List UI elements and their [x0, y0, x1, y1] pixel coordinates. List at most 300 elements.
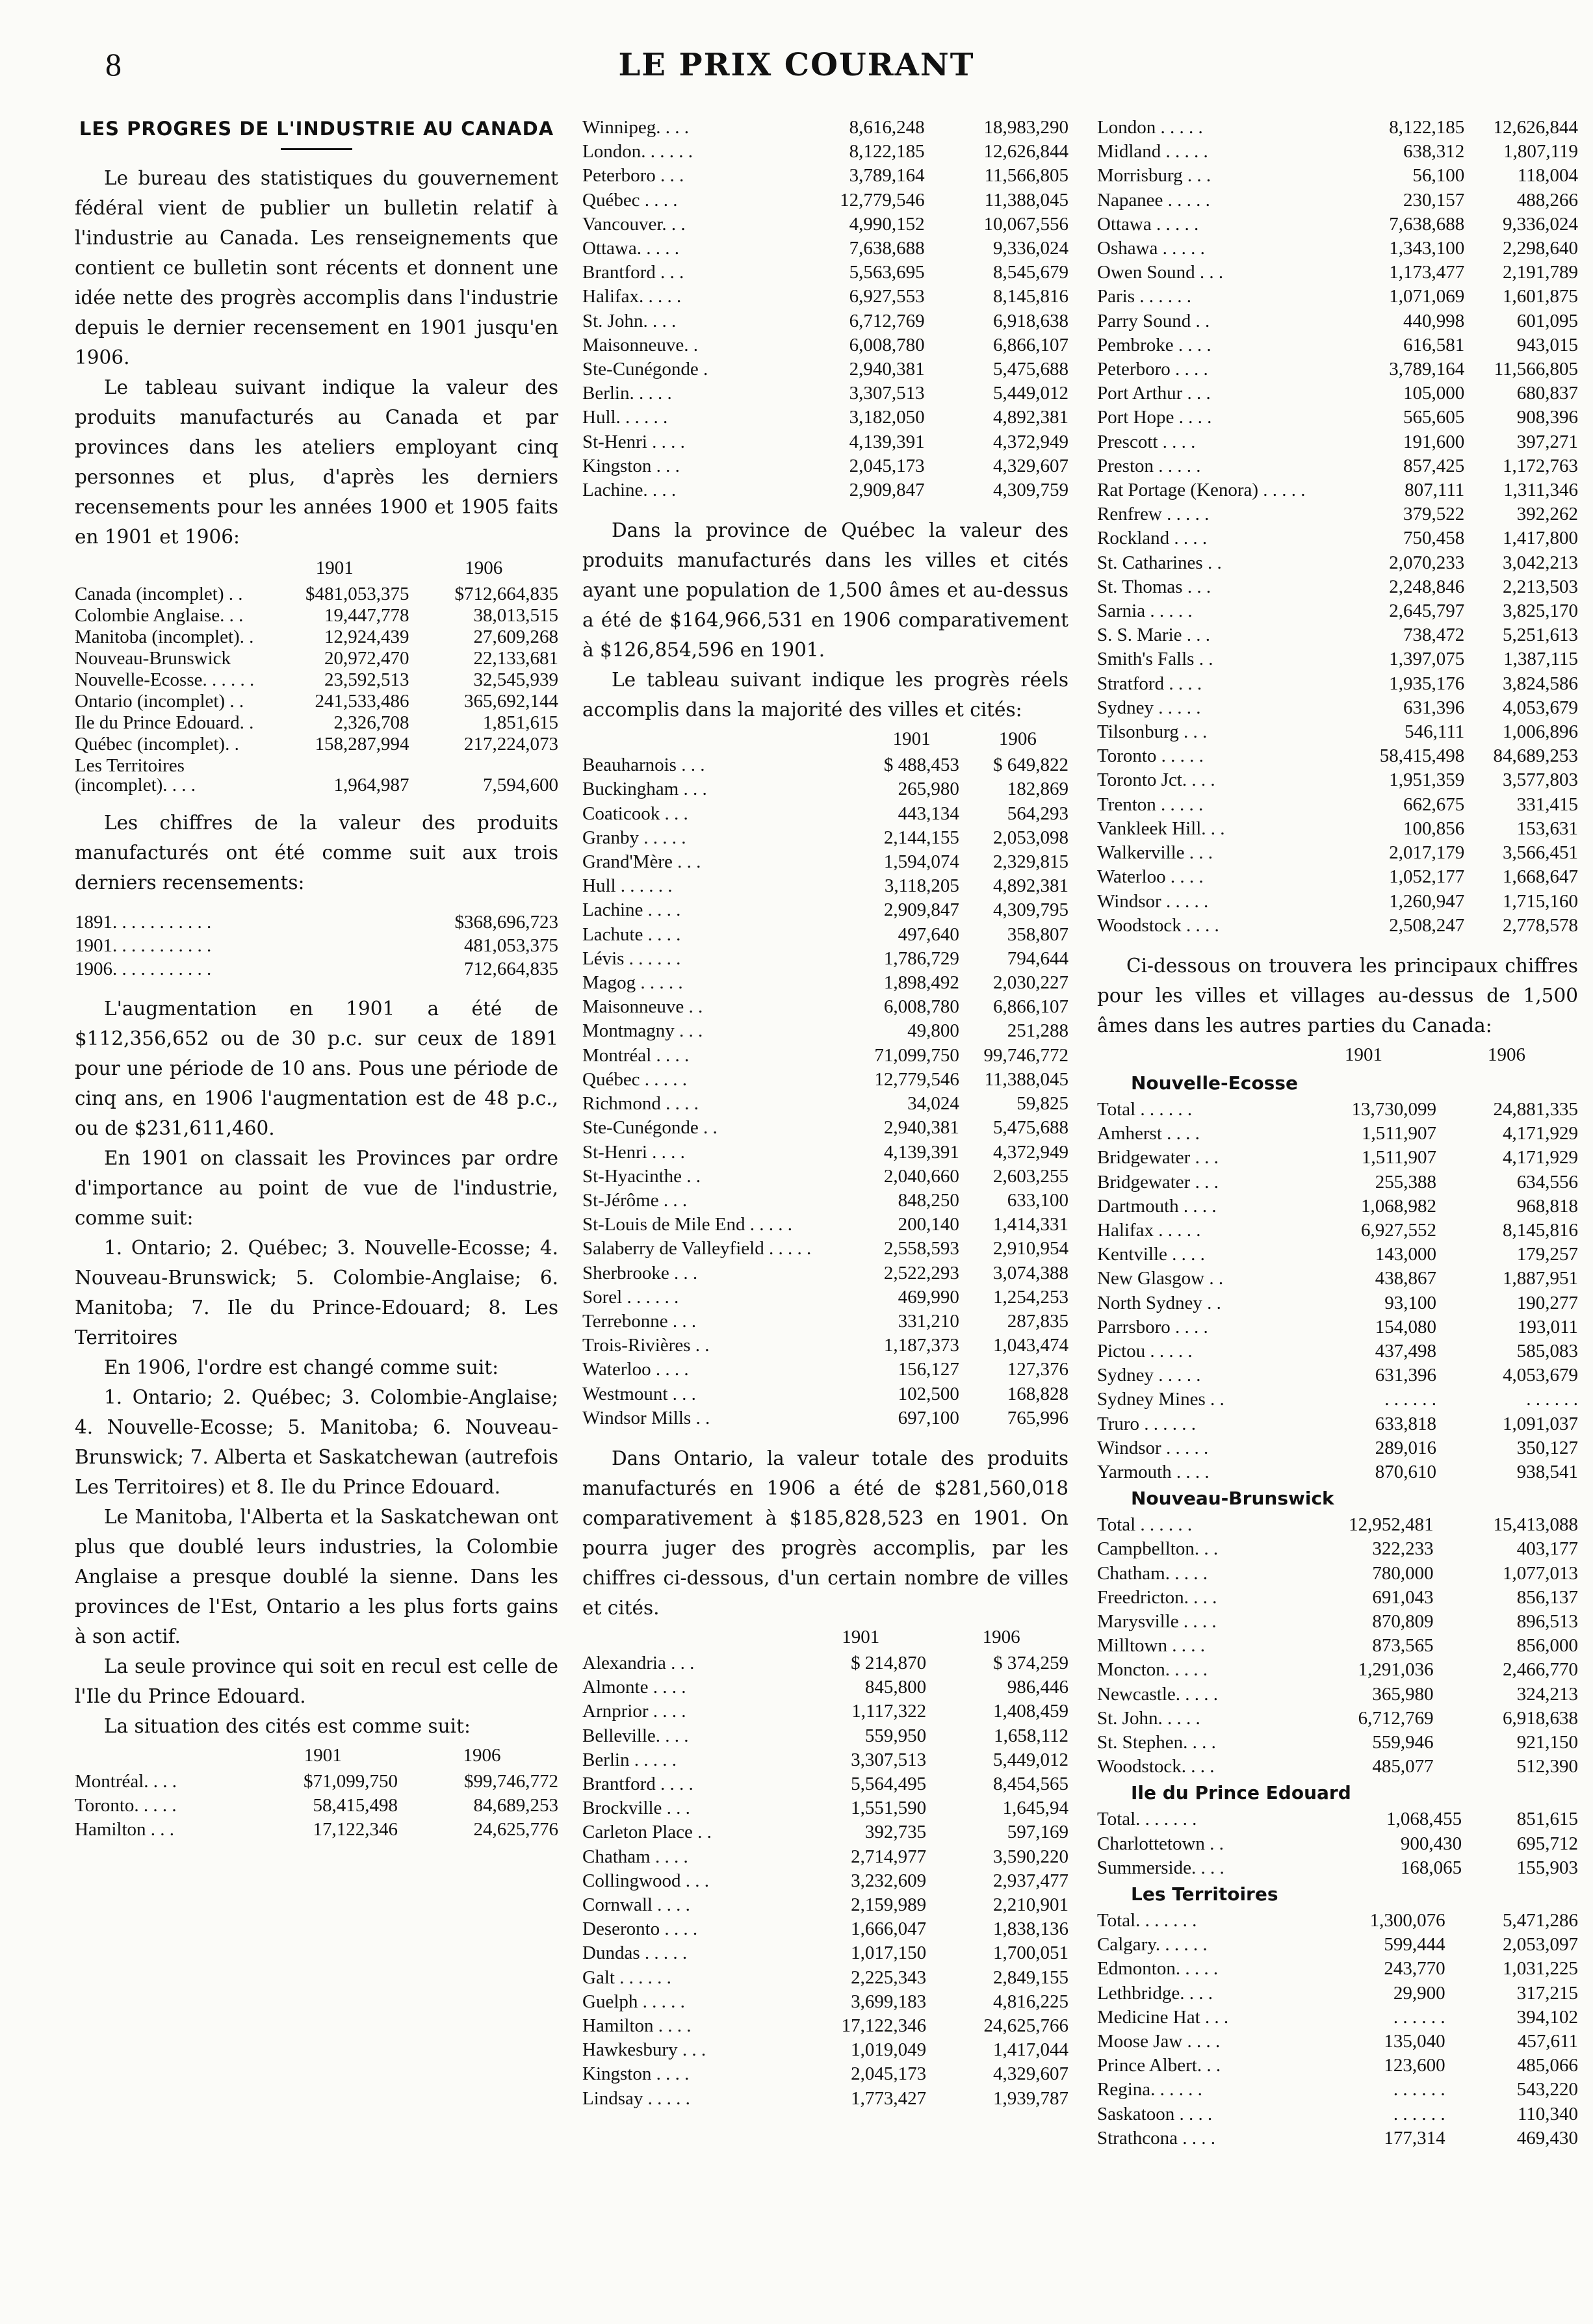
- row-label: Total. . . . . . .: [1097, 1910, 1197, 1931]
- row-label: Prince Albert. . .: [1097, 2055, 1221, 2076]
- value-1901: 100,856: [1403, 818, 1465, 839]
- row-label: Hawkesbury . . .: [582, 2039, 706, 2061]
- value-1901: 565,605: [1403, 407, 1465, 428]
- value-1901: 599,444: [1384, 1934, 1445, 1956]
- table-row: [582, 1966, 1068, 1990]
- value-1906: 3,590,220: [993, 1846, 1068, 1867]
- table-row: [1097, 914, 1578, 938]
- value-1906: 3,074,388: [993, 1262, 1068, 1284]
- row-label: Truro . . . . . .: [1097, 1413, 1197, 1434]
- row-label: Owen Sound . . .: [1097, 262, 1224, 283]
- row-label: Dartmouth . . . .: [1097, 1195, 1217, 1217]
- value-1906: 2,603,255: [993, 1165, 1068, 1187]
- table-row: [582, 874, 1068, 898]
- value-1906: 488,266: [1516, 189, 1578, 211]
- row-label: Vancouver. . .: [582, 213, 686, 235]
- value-1901: $71,099,750: [303, 1771, 398, 1792]
- value-1901: 29,900: [1393, 1982, 1445, 2004]
- value-1901: 322,233: [1372, 1538, 1434, 1560]
- value-1901: 243,770: [1384, 1958, 1445, 1980]
- table-row: [582, 164, 1068, 188]
- row-label: St-Louis de Mile End . . . . .: [582, 1214, 793, 1235]
- table-row: [1097, 2030, 1578, 2054]
- row-label: Trenton . . . . .: [1097, 794, 1204, 815]
- row-label: Marysville . . . .: [1097, 1610, 1217, 1632]
- table-row: [75, 910, 558, 934]
- value-1901: 2,909,847: [849, 480, 925, 501]
- value-1906: 5,251,613: [1503, 625, 1578, 646]
- table-row: [1097, 381, 1578, 406]
- row-label: Woodstock . . . .: [1097, 914, 1219, 936]
- value-1901: 7,638,688: [1389, 213, 1465, 235]
- region-table: [1097, 1513, 1578, 1779]
- table-row: [582, 1772, 1068, 1796]
- value-1906: 4,816,225: [993, 1991, 1068, 2012]
- value-1901: 1,511,907: [1362, 1123, 1436, 1144]
- value-1901: 143,000: [1375, 1244, 1436, 1265]
- row-label: Lachine. . . .: [582, 480, 677, 501]
- value-1901: 6,008,780: [849, 334, 925, 355]
- row-label: Sydney . . . . .: [1097, 1365, 1201, 1386]
- value-1906: 597,169: [1007, 1822, 1068, 1843]
- row-label: Woodstock. . . .: [1097, 1756, 1215, 1777]
- region-table: [1097, 1098, 1578, 1484]
- column-3: [1097, 116, 1578, 2280]
- table-row: [582, 333, 1068, 357]
- value-1906: 38,013,515: [473, 605, 558, 626]
- value-1906: 5,471,286: [1503, 1910, 1578, 1931]
- value-1901: 56,100: [1412, 165, 1465, 187]
- value-1901: 23,592,513: [324, 669, 409, 690]
- value-1906: 12,626,844: [1493, 117, 1578, 138]
- value-1906: 27,609,268: [473, 626, 558, 647]
- table-row: [582, 1941, 1068, 1965]
- row-label: Hamilton . . .: [75, 1819, 175, 1840]
- table-row: [1097, 406, 1578, 430]
- value-1906: 9,336,024: [1503, 213, 1578, 235]
- value-1901: 12,779,546: [874, 1068, 959, 1090]
- table-row: [1097, 1436, 1578, 1460]
- row-label: Halifax. . . . .: [582, 286, 682, 307]
- paragraph: L'augmentation en 1901 a été de $112,356,652 ou de 30 p.c. sur ceux de 1891 pour une période de 10 ans. Pous une période de cinq ans, en 1906 l'augmentation est de 48 p.c., ou de $231,611,460.: [75, 998, 558, 1139]
- value-1906: 1,172,763: [1503, 455, 1578, 476]
- value-1901: 6,927,553: [849, 286, 925, 307]
- row-label: Westmount . . .: [582, 1383, 696, 1404]
- value-1901: 631,396: [1403, 697, 1465, 718]
- table-header: [75, 1741, 558, 1770]
- regions: [1097, 1069, 1578, 2150]
- table-row: [582, 1358, 1068, 1382]
- paragraph: En 1901 on classait les Provinces par ordre d'importance au point de vue de l'industrie, comme suit:: [75, 1147, 558, 1229]
- table-header: [75, 552, 558, 582]
- row-label: Ste-Cunégonde .: [582, 359, 708, 380]
- value-1901: 2,558,593: [883, 1238, 959, 1259]
- value-1906: 317,215: [1516, 1982, 1578, 2004]
- value-1901: 2,508,247: [1389, 914, 1465, 936]
- value-1906: 324,213: [1516, 1683, 1578, 1705]
- value-1901: 691,043: [1372, 1586, 1434, 1608]
- value-1901: 265,980: [898, 779, 959, 800]
- row-label: Canada (incomplet) . .: [75, 584, 243, 604]
- value-1906: 851,615: [1516, 1809, 1578, 1830]
- value-1906: . . . . . .: [1526, 1389, 1578, 1410]
- value-1906: 8,454,565: [993, 1773, 1068, 1794]
- region-heading: Ile du Prince Edouard: [1131, 1782, 1351, 1804]
- value-1906: 4,892,381: [993, 875, 1068, 897]
- table-row: [582, 357, 1068, 381]
- value-1901: 2,045,173: [851, 2063, 927, 2085]
- region-heading: Nouveau-Brunswick: [1131, 1488, 1334, 1510]
- value-1906: 633,100: [1007, 1189, 1068, 1211]
- row-label: Toronto Jct. . . .: [1097, 769, 1215, 791]
- value-1901: 1,773,427: [851, 2087, 927, 2109]
- value-1906: 8,145,816: [993, 286, 1068, 307]
- value-1901: 12,924,439: [324, 626, 409, 647]
- table-row: [1097, 575, 1578, 599]
- value-1901: 3,182,050: [849, 407, 925, 428]
- value-1906: 4,171,929: [1503, 1147, 1578, 1168]
- table-row: [582, 237, 1068, 261]
- table-row: [582, 1724, 1068, 1748]
- value-1901: 8,616,248: [849, 117, 925, 138]
- row-label: Granby . . . . .: [582, 827, 686, 848]
- row-label: Lévis . . . . . .: [582, 948, 681, 969]
- row-label: Total . . . . . .: [1097, 1098, 1193, 1120]
- row-label: London . . . . .: [1097, 117, 1203, 138]
- value-1901: 1,951,359: [1389, 769, 1465, 791]
- row-label: Edmonton. . . . .: [1097, 1958, 1219, 1980]
- year-1906: 1906: [1488, 1044, 1525, 1065]
- row-label: Summerside. . . .: [1097, 1857, 1224, 1878]
- value-1901: 1,187,373: [883, 1335, 959, 1356]
- row-label: Waterloo . . . .: [1097, 866, 1204, 888]
- table-row: [1097, 164, 1578, 188]
- value-1906: 4,309,759: [993, 480, 1068, 501]
- row-label: Rockland . . . .: [1097, 528, 1208, 549]
- table-row: [582, 1334, 1068, 1358]
- row-label: Montréal . . . .: [582, 1044, 690, 1066]
- table-row: [582, 213, 1068, 237]
- value-1901: 6,712,769: [849, 310, 925, 331]
- census-year: 1906. . . . . . . . . . .: [75, 959, 212, 979]
- row-label: Cornwall . . . .: [582, 1894, 690, 1915]
- value-1906: 1,838,136: [993, 1918, 1068, 1940]
- value-1901: 2,645,797: [1389, 600, 1465, 622]
- value-1901: 3,232,609: [851, 1870, 927, 1891]
- table-row: [1097, 2078, 1578, 2102]
- table-row: [1097, 285, 1578, 309]
- value-1906: 287,835: [1007, 1310, 1068, 1332]
- value-1906: 84,689,253: [1493, 745, 1578, 767]
- value-1906: 6,866,107: [993, 334, 1068, 355]
- row-label: Coaticook . . .: [582, 803, 688, 824]
- table-row: [1097, 1388, 1578, 1412]
- row-label: St. John. . . . .: [1097, 1707, 1200, 1729]
- value-1901: 289,016: [1375, 1437, 1436, 1458]
- row-label: Lachine . . . .: [582, 899, 681, 921]
- value-1901: 438,867: [1375, 1268, 1436, 1289]
- value-1906: 11,566,805: [984, 165, 1068, 187]
- table-row: [75, 1818, 558, 1842]
- table-row: [582, 1869, 1068, 1893]
- row-label: Campbellton. . .: [1097, 1538, 1219, 1560]
- row-label: Moncton. . . . .: [1097, 1659, 1208, 1681]
- row-label: Yarmouth . . . .: [1097, 1461, 1210, 1482]
- row-label: Montmagny . . .: [582, 1020, 703, 1042]
- row-label: Waterloo . . . .: [582, 1359, 689, 1380]
- row-label: Salaberry de Valleyfield . . . . .: [582, 1238, 812, 1259]
- value-1901: . . . . . .: [1393, 2103, 1445, 2124]
- table-row: [1097, 1146, 1578, 1170]
- table-row: [75, 668, 558, 690]
- table-row: [582, 1116, 1068, 1140]
- year-1906: 1906: [998, 729, 1037, 750]
- value-1901: 17,122,346: [841, 2015, 927, 2036]
- paragraph: La seule province qui soit en recul est celle de l'Ile du Prince Edouard.: [75, 1655, 558, 1707]
- value-1901: 697,100: [898, 1407, 959, 1428]
- value-1901: 873,565: [1372, 1635, 1434, 1657]
- region-table: [1097, 1909, 1578, 2150]
- table-row: [1097, 1291, 1578, 1315]
- row-label: Midland . . . . .: [1097, 141, 1208, 162]
- table-row: [1097, 2006, 1578, 2030]
- value-1906: 2,053,098: [993, 827, 1068, 848]
- value-1901: 200,140: [898, 1214, 959, 1235]
- value-1906: 1,417,044: [993, 2039, 1068, 2061]
- table-row: [582, 1213, 1068, 1237]
- others-year-header: [1097, 1040, 1578, 1069]
- region-table: [1097, 1807, 1578, 1880]
- value-1906: 1,939,787: [993, 2087, 1068, 2109]
- value-1906: 543,220: [1516, 2079, 1578, 2100]
- row-label: St-Hyacinthe . .: [582, 1165, 701, 1187]
- table-row: [1097, 720, 1578, 744]
- value-1906: 1,387,115: [1503, 649, 1578, 670]
- value-1901: 1,594,074: [883, 851, 959, 873]
- value-1906: 403,177: [1516, 1538, 1578, 1560]
- value-1901: 662,675: [1403, 794, 1465, 815]
- row-label: Pictou . . . . .: [1097, 1340, 1193, 1362]
- value-1901: 2,248,846: [1389, 576, 1465, 597]
- table-row: [1097, 261, 1578, 285]
- value-1901: 870,610: [1375, 1461, 1436, 1482]
- table-row: [1097, 1194, 1578, 1219]
- row-label: Peterboro . . . .: [1097, 359, 1208, 380]
- row-label: Berlin . . . . .: [582, 1749, 677, 1770]
- year-1906: 1906: [463, 1745, 501, 1766]
- value-1906: 1,091,037: [1503, 1413, 1578, 1434]
- value-1901: 1,786,729: [883, 948, 959, 969]
- row-label: St. Catharines . .: [1097, 552, 1222, 573]
- table-row: [75, 732, 558, 754]
- row-label: Sherbrooke . . .: [582, 1262, 698, 1284]
- table-row: [1097, 1933, 1578, 1957]
- table-header: [582, 725, 1068, 753]
- row-label: Parry Sound . .: [1097, 310, 1210, 331]
- value-1901: 559,950: [864, 1725, 927, 1746]
- cities-table: [75, 1741, 558, 1842]
- table-row: [582, 1917, 1068, 1941]
- row-label: Québec (incomplet). .: [75, 734, 239, 755]
- row-label: Port Arthur . . .: [1097, 383, 1211, 404]
- value-1901: 1,052,177: [1389, 866, 1465, 888]
- value-1906: 84,689,253: [473, 1795, 558, 1816]
- table-row: [1097, 2126, 1578, 2150]
- row-label: Toronto . . . . .: [1097, 745, 1204, 767]
- table-row: [1097, 478, 1578, 502]
- value-1901: 12,779,546: [840, 189, 925, 211]
- value-1906: 18,983,290: [983, 117, 1068, 138]
- value-1906: 4,372,949: [993, 1141, 1068, 1163]
- table-row: [582, 454, 1068, 478]
- value-1906: $ 649,822: [993, 755, 1068, 776]
- value-1906: 1,311,346: [1503, 480, 1578, 501]
- value-1901: 1,117,322: [851, 1701, 927, 1722]
- value-1901: 1,068,455: [1386, 1809, 1462, 1830]
- value-1901: 4,990,152: [849, 213, 925, 235]
- table-row: [582, 995, 1068, 1019]
- paragraph: En 1906, l'ordre est changé comme suit:: [104, 1356, 499, 1378]
- value-1901: 845,800: [864, 1677, 927, 1698]
- value-1906: 153,631: [1516, 818, 1578, 839]
- value-1901: 12,952,481: [1349, 1514, 1434, 1536]
- value-1906: 2,210,901: [993, 1894, 1068, 1915]
- value-1901: 4,139,391: [883, 1141, 959, 1163]
- value-1906: 397,271: [1516, 431, 1578, 452]
- row-label: Almonte . . . .: [582, 1677, 686, 1698]
- table-row: [582, 261, 1068, 285]
- value-1906: 9,336,024: [993, 238, 1068, 259]
- value-1906: 986,446: [1007, 1677, 1068, 1698]
- table-row: [582, 1990, 1068, 2014]
- table-row: [1097, 502, 1578, 526]
- row-label: Renfrew . . . . .: [1097, 504, 1210, 525]
- value-1901: 7,638,688: [849, 238, 925, 259]
- value-1901: 105,000: [1403, 383, 1465, 404]
- value-1906: 1,700,051: [993, 1943, 1068, 1964]
- table-row: [1097, 140, 1578, 164]
- row-label: St. John. . . .: [582, 310, 677, 331]
- census-value: 712,664,835: [464, 959, 558, 979]
- value-1906: 1,417,800: [1503, 528, 1578, 549]
- value-1901: 58,415,498: [313, 1795, 398, 1816]
- row-label: Ste-Cunégonde . .: [582, 1117, 718, 1139]
- table-row: [1097, 1537, 1578, 1561]
- value-1906: 564,293: [1007, 803, 1068, 824]
- table-header: [1097, 1040, 1578, 1069]
- article-title: LES PROGRES DE L'INDUSTRIE AU CANADA: [79, 118, 554, 140]
- row-label: Freedricton. . . .: [1097, 1586, 1217, 1608]
- table-row: [582, 898, 1068, 922]
- table-row: [75, 754, 558, 795]
- value-1906: 1,851,615: [483, 712, 558, 733]
- value-1901: 3,789,164: [849, 165, 925, 187]
- row-label: Windsor . . . . .: [1097, 1437, 1209, 1458]
- value-1906: 856,137: [1516, 1586, 1578, 1608]
- value-1901: 1,071,069: [1389, 286, 1465, 307]
- value-1901: 5,564,495: [851, 1773, 927, 1794]
- others-paragraph: Ci-dessous on trouvera les principaux chiffres pour les villes et villages au-dessus de 1,500 âmes dans les autres parties du Canada:: [1097, 954, 1578, 1037]
- value-1901: 230,157: [1403, 189, 1465, 211]
- value-1901: 1,397,075: [1389, 649, 1465, 670]
- value-1906: 5,449,012: [993, 1749, 1068, 1770]
- row-label: Sydney . . . . .: [1097, 697, 1201, 718]
- table-row: [75, 934, 558, 957]
- table-row: [1097, 793, 1578, 817]
- year-1901: 1901: [1345, 1044, 1382, 1065]
- row-label: Kingston . . . .: [582, 2063, 690, 2085]
- table-row: [582, 1796, 1068, 1820]
- value-1906: 634,556: [1516, 1171, 1578, 1193]
- value-1906: 1,887,951: [1503, 1268, 1578, 1289]
- table-row: [1097, 768, 1578, 792]
- region-heading: Nouvelle-Ecosse: [1131, 1072, 1298, 1094]
- row-label: Prescott . . . .: [1097, 431, 1196, 452]
- census-year: 1891. . . . . . . . . . .: [75, 912, 212, 933]
- value-1906: 4,309,795: [993, 899, 1068, 921]
- row-label: Deseronto . . . .: [582, 1918, 698, 1940]
- row-label: Colombie Anglaise. . .: [75, 605, 244, 626]
- value-1901: 191,600: [1403, 431, 1465, 452]
- table-row: [582, 406, 1068, 430]
- year-1906: 1906: [982, 1626, 1020, 1647]
- census-year: 1901. . . . . . . . . . .: [75, 935, 212, 956]
- row-label: Alexandria . . .: [582, 1652, 695, 1673]
- table-row: [582, 1068, 1068, 1092]
- row-label: St-Jérôme . . .: [582, 1189, 688, 1211]
- value-1901: 392,735: [864, 1822, 927, 1843]
- value-1906: 118,004: [1517, 165, 1578, 187]
- value-1906: 1,031,225: [1503, 1958, 1578, 1980]
- value-1906: 1,668,647: [1503, 866, 1578, 888]
- table-row: [1097, 237, 1578, 261]
- region-heading: Les Territoires: [1131, 1883, 1278, 1905]
- table-row: [582, 1237, 1068, 1261]
- row-label: St-Henri . . . .: [582, 431, 685, 452]
- row-label: Regina. . . . . .: [1097, 2079, 1202, 2100]
- table-row: [1097, 841, 1578, 865]
- value-1906: 680,837: [1516, 383, 1578, 404]
- value-1901: 177,314: [1384, 2127, 1445, 2149]
- value-1906: 2,466,770: [1503, 1659, 1578, 1681]
- paragraph: 1. Ontario; 2. Québec; 3. Colombie-Anglaise; 4. Nouvelle-Ecosse; 5. Manitoba; 6. Nouveau-Brunswick; 7. Alberta et Saskatchewan (autrefois Les Territoires) et 8. Ile du Prince Edouard.: [75, 1386, 558, 1498]
- value-1906: 179,257: [1516, 1244, 1578, 1265]
- table-row: [582, 753, 1068, 777]
- value-1901: 1,551,590: [851, 1798, 927, 1819]
- table-row: [1097, 1856, 1578, 1880]
- table-row: [75, 957, 558, 981]
- value-1901: 379,522: [1403, 504, 1465, 525]
- value-1906: 10,067,556: [983, 213, 1068, 235]
- table-row: [1097, 744, 1578, 768]
- table-row: [582, 285, 1068, 309]
- value-1906: 6,918,638: [1503, 1707, 1578, 1729]
- value-1906: 4,053,679: [1503, 697, 1578, 718]
- table-row: [582, 1019, 1068, 1043]
- value-1906: 469,430: [1516, 2127, 1578, 2149]
- value-1906: 4,372,949: [993, 431, 1068, 452]
- value-1906: 4,892,381: [993, 407, 1068, 428]
- row-label: Maisonneuve . .: [582, 996, 703, 1018]
- table-row: [1097, 309, 1578, 333]
- value-1901: 1,343,100: [1389, 238, 1465, 259]
- row-label: Kingston . . .: [582, 455, 680, 476]
- value-1906: 1,254,253: [993, 1286, 1068, 1308]
- row-label: London. . . . . .: [582, 141, 693, 162]
- row-label: North Sydney . .: [1097, 1292, 1221, 1313]
- table-row: [582, 1165, 1068, 1189]
- running-title: LE PRIX COURANT: [618, 47, 975, 83]
